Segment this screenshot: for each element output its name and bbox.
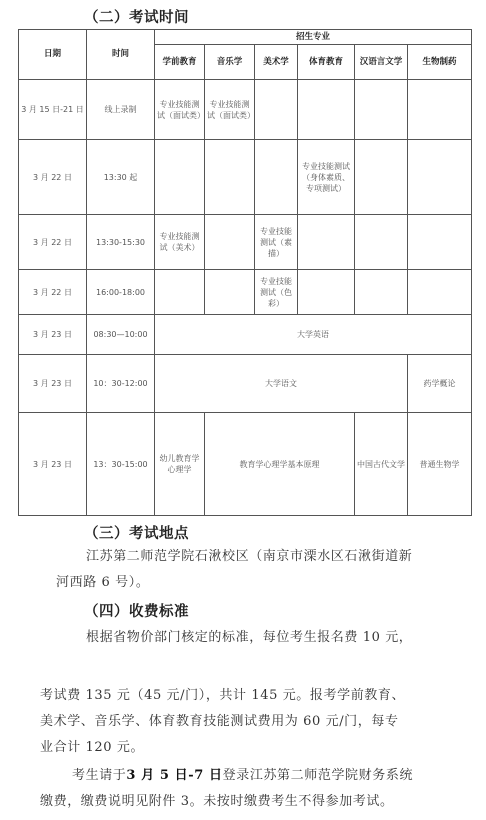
fee-line-5-pre: 考生请于 [72, 768, 127, 783]
cell-empty [355, 270, 408, 315]
cell-date: 3 月 23 日 [19, 413, 87, 516]
cell-date: 3 月 22 日 [19, 270, 87, 315]
table-row [19, 140, 472, 215]
cell-empty [355, 215, 408, 270]
cell-empty [408, 140, 472, 215]
cell-time: 08:30—10:00 [87, 315, 155, 355]
fee-line-1: 根据省物价部门核定的标准，每位考生报名费 10 元， [86, 630, 413, 645]
cell-empty [205, 140, 255, 215]
table-header-row [19, 30, 472, 45]
cell-exam: 普通生物学 [408, 413, 472, 516]
cell-exam-spanning: 大学语文 [155, 355, 408, 413]
header-major: 美术学 [255, 45, 298, 80]
fee-line-6: 缴费，缴费说明见附件 3。未按时缴费考生不得参加考试。 [40, 794, 394, 809]
cell-time: 16:00-18:00 [87, 270, 155, 315]
header-date: 日期 [19, 30, 87, 80]
venue-line-2: 河西路 6 号）。 [56, 575, 150, 590]
cell-exam: 幼儿教育学心理学 [155, 413, 205, 516]
cell-exam: 专业技能测试（美术） [155, 215, 205, 270]
table-row [19, 215, 472, 270]
cell-empty [255, 80, 298, 140]
header-majors-group: 招生专业 [155, 30, 472, 45]
header-major: 体育教育 [298, 45, 355, 80]
fee-line-5-post: 登录江苏第二师范学院财务系统 [222, 768, 414, 783]
table-row [19, 80, 472, 140]
cell-empty [155, 270, 205, 315]
section-3-heading: （三）考试地点 [84, 525, 189, 542]
cell-empty [355, 80, 408, 140]
cell-exam: 专业技能测试（面试类） [205, 80, 255, 140]
cell-date: 3 月 15 日-21 日 [19, 80, 87, 140]
cell-empty [408, 270, 472, 315]
cell-time: 13：30-15:00 [87, 413, 155, 516]
header-major: 汉语言文学 [355, 45, 408, 80]
table-row [19, 355, 472, 413]
cell-empty [298, 215, 355, 270]
cell-time: 13:30 起 [87, 140, 155, 215]
cell-empty [298, 80, 355, 140]
header-major: 生物制药 [408, 45, 472, 80]
cell-exam: 专业技能测试（色彩） [255, 270, 298, 315]
cell-exam: 专业技能测试（素描） [255, 215, 298, 270]
section-4-heading: （四）收费标准 [84, 603, 189, 620]
cell-time: 10：30-12:00 [87, 355, 155, 413]
table-row [19, 413, 472, 516]
cell-exam-spanning: 教育学心理学基本原理 [205, 413, 355, 516]
cell-empty [408, 215, 472, 270]
cell-exam: 专业技能测试（面试类） [155, 80, 205, 140]
exam-schedule-table [18, 29, 472, 516]
venue-line-1: 江苏第二师范学院石湫校区（南京市溧水区石湫街道新 [86, 549, 413, 564]
cell-empty [205, 215, 255, 270]
cell-date: 3 月 23 日 [19, 355, 87, 413]
cell-exam: 专业技能测试（身体素质、专项测试） [298, 140, 355, 215]
cell-exam-all-majors: 大学英语 [155, 315, 472, 355]
header-major: 学前教育 [155, 45, 205, 80]
fee-line-2: 考试费 135 元（45 元/门），共计 145 元。报考学前教育、 [40, 688, 406, 703]
header-time: 时间 [87, 30, 155, 80]
fee-line-4: 业合计 120 元。 [40, 740, 145, 755]
fee-line-5 [72, 764, 413, 788]
table-row [19, 270, 472, 315]
cell-empty [298, 270, 355, 315]
cell-date: 3 月 23 日 [19, 315, 87, 355]
cell-exam: 药学概论 [408, 355, 472, 413]
cell-empty [355, 140, 408, 215]
cell-empty [408, 80, 472, 140]
section-2-heading: （二）考试时间 [84, 9, 189, 26]
cell-date: 3 月 22 日 [19, 140, 87, 215]
header-major: 音乐学 [205, 45, 255, 80]
payment-dates: 3 月 5 日-7 日 [126, 768, 223, 783]
cell-time: 线上录制 [87, 80, 155, 140]
cell-time: 13:30-15:30 [87, 215, 155, 270]
table-row [19, 315, 472, 355]
fee-line-3: 美术学、音乐学、体育教育技能测试费用为 60 元/门，每专 [40, 714, 399, 729]
cell-date: 3 月 22 日 [19, 215, 87, 270]
cell-empty [205, 270, 255, 315]
cell-exam: 中国古代文学 [355, 413, 408, 516]
cell-empty [255, 140, 298, 215]
cell-empty [155, 140, 205, 215]
